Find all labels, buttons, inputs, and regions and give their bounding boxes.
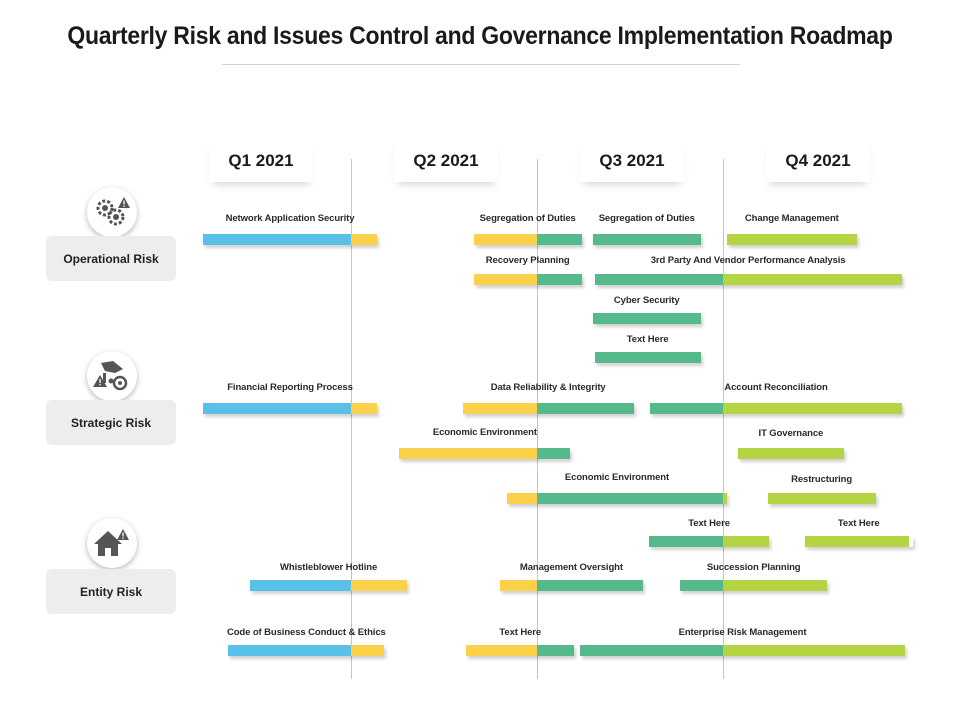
task-bar-segment-q3: [537, 403, 634, 414]
task-label: Restructuring: [791, 474, 853, 485]
task-bar: [649, 536, 770, 547]
task-label: 3rd Party And Vendor Performance Analysis: [650, 255, 846, 266]
task-label: Economic Environment: [564, 472, 670, 483]
quarter-header-q3: Q3 2021: [580, 139, 684, 182]
task-bar: [474, 274, 582, 285]
task-bar-segment-q3: [537, 274, 582, 285]
task-bar: [580, 645, 906, 656]
task-bar: [228, 645, 384, 656]
task-label: Text Here: [837, 518, 880, 529]
task-bar-segment-q4: [723, 645, 905, 656]
category-label-strategic-risk: Strategic Risk: [46, 400, 176, 445]
task-label: IT Governance: [758, 428, 824, 439]
task-bar-segment-q4: [723, 403, 902, 414]
task-bar-segment-q2: [474, 274, 537, 285]
task-bar: [727, 234, 857, 245]
task-bar-segment-q4: [727, 234, 857, 245]
task-bar-segment-q3: [595, 352, 701, 363]
task-bar-segment-q3: [537, 580, 643, 591]
task-label: Text Here: [626, 334, 669, 345]
task-label: Financial Reporting Process: [227, 382, 353, 393]
strategy-warning-icon: [87, 351, 137, 401]
task-bar-segment-q2: [466, 645, 537, 656]
task-label: Change Management: [744, 213, 839, 224]
task-bar: [680, 580, 827, 591]
task-bar-segment-q2: [351, 234, 377, 245]
task-label: Text Here: [499, 627, 542, 638]
task-bar-segment-q3: [593, 234, 701, 245]
task-bar-segment-q4: [723, 274, 902, 285]
task-bar: [250, 580, 406, 591]
task-label: Economic Environment: [432, 427, 537, 438]
task-bar-segment-q2: [399, 448, 537, 459]
task-bar: [507, 493, 726, 504]
quarter-header-q1: Q1 2021: [209, 139, 313, 182]
task-bar-segment-q4: [723, 580, 827, 591]
task-label: Code of Business Conduct & Ethics: [226, 627, 386, 638]
task-bar-segment-q2: [474, 234, 537, 245]
task-bar: [595, 352, 701, 363]
task-label: Cyber Security: [613, 295, 680, 306]
task-bar-segment-q3: [593, 313, 701, 324]
task-bar-segment-q2: [351, 580, 407, 591]
task-bar: [474, 234, 582, 245]
task-label: Data Reliability & Integrity: [490, 382, 606, 393]
task-bar-segment-q3: [537, 493, 723, 504]
task-label: Segregation of Duties: [598, 213, 695, 224]
task-bar-segment-q3: [580, 645, 723, 656]
task-bar: [738, 448, 844, 459]
task-bar-segment-q3: [537, 448, 570, 459]
task-bar: [463, 403, 634, 414]
task-bar-segment-q3: [537, 645, 574, 656]
task-label: Segregation of Duties: [479, 213, 576, 224]
task-bar-segment-q4: [738, 448, 844, 459]
task-bar-segment-q2: [500, 580, 537, 591]
task-label: Enterprise Risk Management: [678, 627, 807, 638]
house-warning-icon: [87, 518, 137, 568]
task-label: Management Oversight: [519, 562, 623, 573]
task-label: Text Here: [688, 518, 730, 529]
task-bar-segment-q3: [650, 403, 723, 414]
task-bar-segment-q2: [351, 645, 384, 656]
task-label: Succession Planning: [706, 562, 801, 573]
task-bar-segment-q2: [507, 493, 537, 504]
task-label: Whistleblower Hotline: [280, 562, 378, 573]
task-bar-segment-q3: [680, 580, 723, 591]
task-bar: [650, 403, 901, 414]
task-bar: [595, 274, 902, 285]
task-bar-segment-q1: [203, 403, 351, 414]
task-bar-segment-q4: [768, 493, 876, 504]
task-bar-segment-q4: [723, 493, 727, 504]
quarter-header-q2: Q2 2021: [394, 139, 498, 182]
task-bar-segment-q3: [649, 536, 723, 547]
task-bar-segment-q2: [463, 403, 537, 414]
task-bar: [203, 403, 377, 414]
task-bar-segment-q3: [595, 274, 723, 285]
task-bar: [593, 234, 701, 245]
task-bar-segment-q1: [250, 580, 351, 591]
task-bar-segment-q1: [228, 645, 351, 656]
task-bar: [500, 580, 643, 591]
task-bar-segment-q4: [723, 536, 770, 547]
task-bar-segment-q2: [351, 403, 377, 414]
task-bar-segment-q3: [537, 234, 582, 245]
task-bar: [203, 234, 377, 245]
category-label-operational-risk: Operational Risk: [46, 236, 176, 281]
title-divider: [222, 64, 740, 65]
task-bar: [399, 448, 570, 459]
task-bar: [593, 313, 701, 324]
task-label: Account Reconciliation: [724, 382, 828, 393]
task-bar: [466, 645, 574, 656]
task-bar-segment-q4: [805, 536, 909, 547]
quarter-header-q4: Q4 2021: [766, 139, 870, 182]
page-title: Quarterly Risk and Issues Control and Governance Implementation Roadmap: [67, 22, 893, 50]
task-bar: [768, 493, 876, 504]
task-label: Recovery Planning: [485, 255, 570, 266]
task-bar: [805, 536, 913, 547]
task-bar-segment-q1: [203, 234, 351, 245]
task-label: Network Application Security: [225, 213, 355, 224]
category-label-entity-risk: Entity Risk: [46, 569, 176, 614]
gears-warning-icon: [87, 187, 137, 237]
quarter-divider-q3-q4: [723, 159, 724, 679]
